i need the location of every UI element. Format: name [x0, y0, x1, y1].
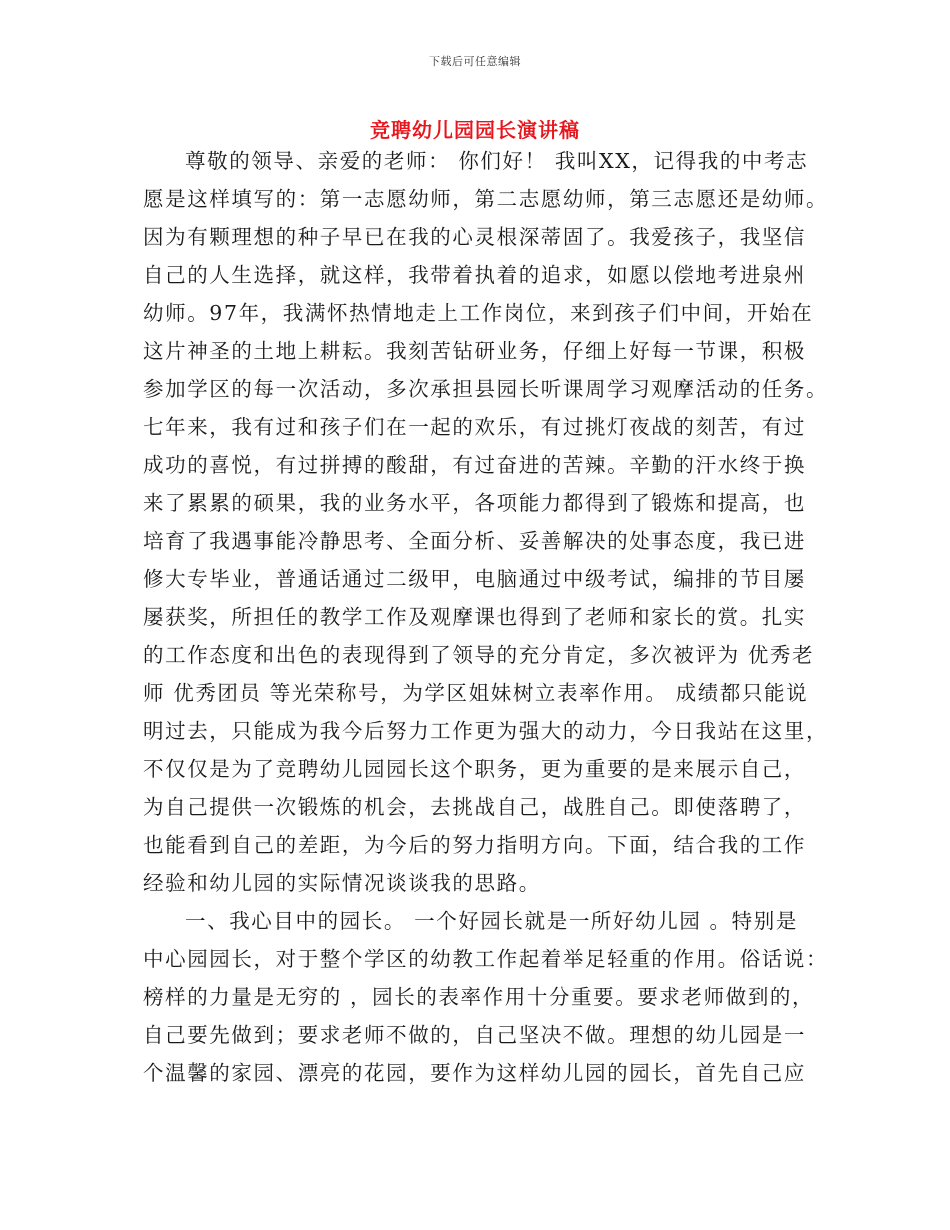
- body-line: 这片神圣的土地上耕耘。我刻苦钻研业务，仔细上好每一节课，积极: [143, 339, 806, 363]
- body-line: 自己要先做到；要求老师不做的，自己坚决不做。理想的幼儿园是一: [143, 1023, 806, 1047]
- body-line: 不仅仅是为了竞聘幼儿园园长这个职务，更为重要的是来展示自己，: [143, 757, 806, 781]
- body-line: 尊敬的领导、亲爱的老师： 你们好！ 我叫XX，记得我的中考志: [185, 149, 809, 173]
- body-line: 个温馨的家园、漂亮的花园，要作为这样幼儿园的园长，首先自己应: [143, 1061, 806, 1085]
- document-body: [143, 142, 829, 1092]
- body-line: 七年来，我有过和孩子们在一起的欢乐，有过挑灯夜战的刻苦，有过: [143, 415, 806, 439]
- body-line: 屡获奖，所担任的教学工作及观摩课也得到了老师和家长的赏。扎实: [143, 605, 806, 629]
- body-line: 修大专毕业，普通话通过二级甲，电脑通过中级考试，编排的节目屡: [143, 567, 806, 591]
- body-line: 为自己提供一次锻炼的机会，去挑战自己，战胜自己。即使落聘了，: [143, 795, 806, 819]
- body-line: 因为有颗理想的种子早已在我的心灵根深蒂固了。我爱孩子，我坚信: [143, 225, 806, 249]
- body-line: 来了累累的硕果，我的业务水平，各项能力都得到了锻炼和提高，也: [143, 491, 806, 515]
- body-line: 的工作态度和出色的表现得到了领导的充分肯定，多次被评为 优秀老: [143, 643, 815, 667]
- body-line: 也能看到自己的差距，为今后的努力指明方向。下面，结合我的工作: [143, 833, 806, 857]
- body-line: 参加学区的每一次活动，多次承担县园长听课周学习观摩活动的任务。: [143, 377, 829, 401]
- document-title: 竞聘幼儿园园长演讲稿: [370, 118, 580, 142]
- body-line: 自己的人生选择，就这样，我带着执着的追求，如愿以偿地考进泉州: [143, 263, 806, 287]
- body-line: 愿是这样填写的：第一志愿幼师，第二志愿幼师，第三志愿还是幼师。: [143, 187, 829, 211]
- page-header-note: 下载后可任意编辑: [429, 55, 521, 68]
- body-line: 榜样的力量是无穷的 ，园长的表率作用十分重要。要求老师做到的，: [143, 985, 815, 1009]
- body-line: 师 优秀团员 等光荣称号，为学区姐妹树立表率作用。 成绩都只能说: [143, 681, 809, 705]
- body-line: 一、我心目中的园长。 一个好园长就是一所好幼儿园 。特别是: [185, 909, 798, 933]
- body-line: 幼师。97年，我满怀热情地走上工作岗位，来到孩子们中间，开始在: [143, 301, 814, 325]
- body-line: 明过去，只能成为我今后努力工作更为强大的动力，今日我站在这里，: [143, 719, 829, 743]
- body-line: 成功的喜悦，有过拼搏的酸甜，有过奋进的苦辣。辛勤的汗水终于换: [143, 453, 806, 477]
- body-line: 经验和幼儿园的实际情况谈谈我的思路。: [143, 871, 541, 895]
- body-line: 培育了我遇事能冷静思考、全面分析、妥善解决的处事态度，我已进: [143, 529, 806, 553]
- body-line: 中心园园长，对于整个学区的幼教工作起着举足轻重的作用。俗话说：: [143, 947, 829, 971]
